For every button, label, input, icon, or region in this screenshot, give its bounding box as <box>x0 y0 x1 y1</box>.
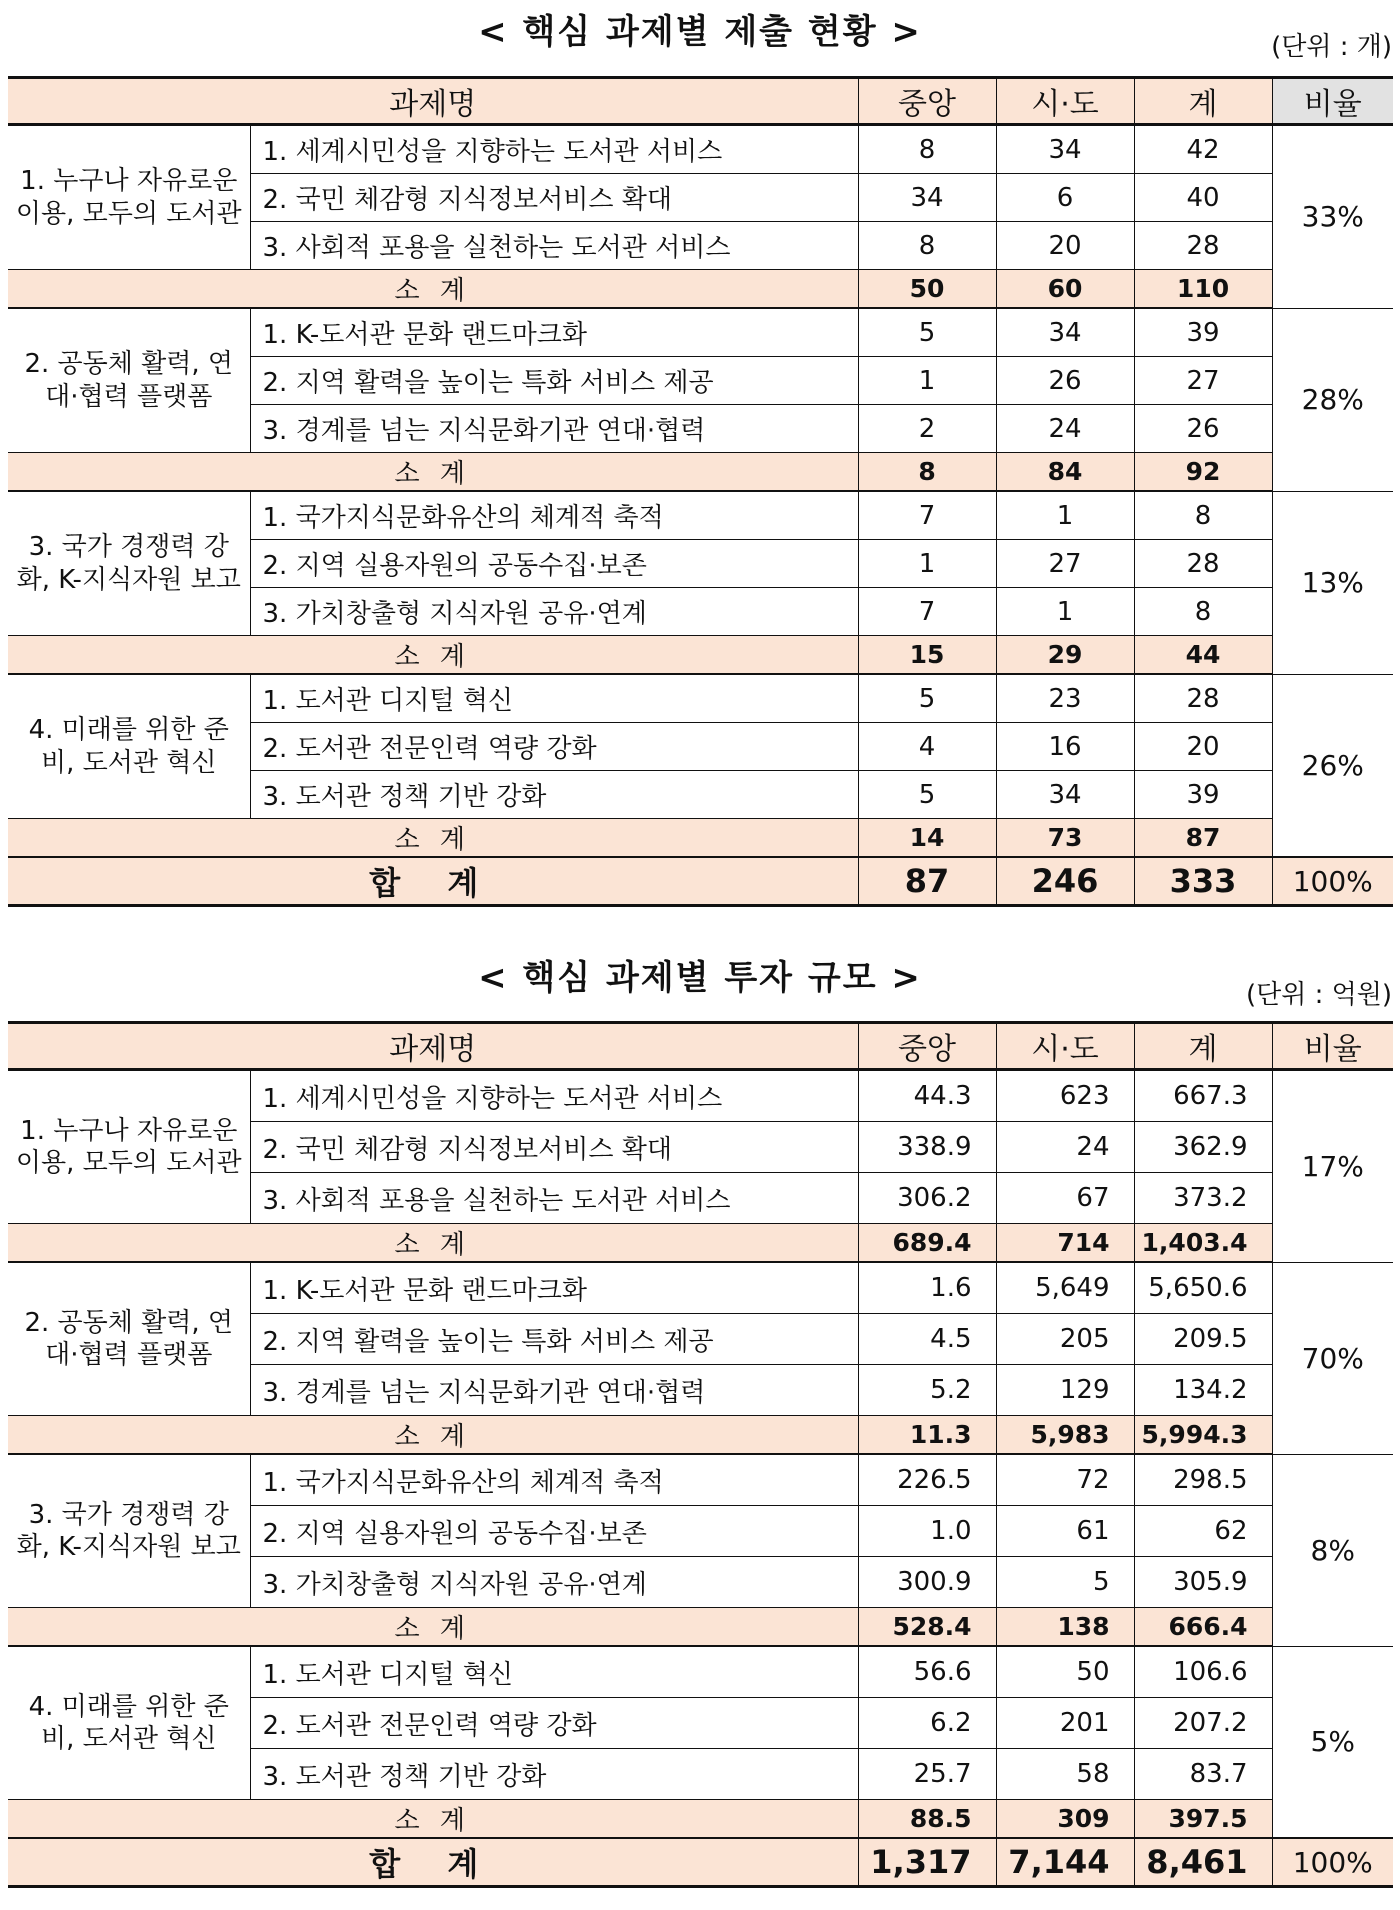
task-name: 1. 세계시민성을 지향하는 도서관 서비스 <box>250 125 858 174</box>
task-name: 3. 경계를 넘는 지식문화기관 연대·협력 <box>250 405 858 453</box>
category-cell: 3. 국가 경쟁력 강화, K-지식자원 보고 <box>8 491 250 636</box>
subtotal-total: 87 <box>1134 819 1272 858</box>
ratio-cell: 33% <box>1272 125 1393 309</box>
category-cell: 4. 미래를 위한 준비, 도서관 혁신 <box>8 1646 250 1800</box>
province-value: 72 <box>996 1454 1134 1506</box>
task-name: 3. 가치창출형 지식자원 공유·연계 <box>250 588 858 636</box>
central-value: 6.2 <box>858 1698 996 1749</box>
task-name: 2. 지역 활력을 높이는 특화 서비스 제공 <box>250 1314 858 1365</box>
header-ratio: 비율 <box>1272 78 1393 125</box>
total-value: 8 <box>1134 491 1272 540</box>
central-value: 1.0 <box>858 1506 996 1557</box>
category-cell: 1. 누구나 자유로운 이용, 모두의 도서관 <box>8 125 250 270</box>
total-value: 20 <box>1134 723 1272 771</box>
total-value: 298.5 <box>1134 1454 1272 1506</box>
subtotal-province: 29 <box>996 636 1134 675</box>
task-name: 1. 국가지식문화유산의 체계적 축적 <box>250 1454 858 1506</box>
central-value: 4.5 <box>858 1314 996 1365</box>
province-value: 129 <box>996 1365 1134 1416</box>
total-value: 28 <box>1134 674 1272 723</box>
province-value: 1 <box>996 491 1134 540</box>
subtotal-central: 14 <box>858 819 996 858</box>
submission-status-table <box>8 76 1393 907</box>
subtotal-province: 714 <box>996 1224 1134 1263</box>
province-value: 1 <box>996 588 1134 636</box>
province-value: 34 <box>996 125 1134 174</box>
task-name: 1. 국가지식문화유산의 체계적 축적 <box>250 491 858 540</box>
table1-unit: (단위 : 개) <box>1271 32 1392 62</box>
province-value: 623 <box>996 1070 1134 1122</box>
ratio-cell: 28% <box>1272 308 1393 491</box>
province-value: 58 <box>996 1749 1134 1800</box>
subtotal-label: 소 계 <box>8 453 858 492</box>
total-value: 40 <box>1134 174 1272 222</box>
total-value: 8 <box>1134 588 1272 636</box>
table-row <box>8 1262 1393 1314</box>
central-value: 5.2 <box>858 1365 996 1416</box>
province-value: 16 <box>996 723 1134 771</box>
task-name: 3. 도서관 정책 기반 강화 <box>250 771 858 819</box>
province-value: 205 <box>996 1314 1134 1365</box>
task-name: 2. 국민 체감형 지식정보서비스 확대 <box>250 174 858 222</box>
subtotal-province: 309 <box>996 1800 1134 1839</box>
central-value: 4 <box>858 723 996 771</box>
task-name: 3. 도서관 정책 기반 강화 <box>250 1749 858 1800</box>
grand-total-total: 333 <box>1134 857 1272 906</box>
central-value: 226.5 <box>858 1454 996 1506</box>
grand-total-central: 1,317 <box>858 1838 996 1887</box>
province-value: 34 <box>996 771 1134 819</box>
total-value: 305.9 <box>1134 1557 1272 1608</box>
header-task-name: 과제명 <box>8 1023 858 1070</box>
total-value: 28 <box>1134 222 1272 270</box>
header-total: 계 <box>1134 78 1272 125</box>
category-cell: 3. 국가 경쟁력 강화, K-지식자원 보고 <box>8 1454 250 1608</box>
central-value: 1 <box>858 357 996 405</box>
subtotal-total: 1,403.4 <box>1134 1224 1272 1263</box>
province-value: 50 <box>996 1646 1134 1698</box>
task-name: 2. 국민 체감형 지식정보서비스 확대 <box>250 1122 858 1173</box>
total-value: 28 <box>1134 540 1272 588</box>
province-value: 23 <box>996 674 1134 723</box>
central-value: 2 <box>858 405 996 453</box>
subtotal-province: 5,983 <box>996 1416 1134 1455</box>
table-row <box>8 125 1393 174</box>
task-name: 2. 지역 실용자원의 공동수집·보존 <box>250 1506 858 1557</box>
central-value: 56.6 <box>858 1646 996 1698</box>
header-province: 시·도 <box>996 78 1134 125</box>
subtotal-row <box>8 1608 1393 1647</box>
table2-title: < 핵심 과제별 투자 규모 > <box>478 958 922 998</box>
table-row <box>8 1646 1393 1698</box>
grand-total-ratio: 100% <box>1272 1838 1393 1887</box>
subtotal-central: 88.5 <box>858 1800 996 1839</box>
table-row <box>8 308 1393 357</box>
task-name: 3. 사회적 포용을 실천하는 도서관 서비스 <box>250 222 858 270</box>
task-name: 1. K-도서관 문화 랜드마크화 <box>250 308 858 357</box>
ratio-cell: 17% <box>1272 1070 1393 1263</box>
central-value: 338.9 <box>858 1122 996 1173</box>
subtotal-province: 84 <box>996 453 1134 492</box>
central-value: 25.7 <box>858 1749 996 1800</box>
grand-total-label: 합 계 <box>8 857 858 906</box>
table-header-row <box>8 78 1393 125</box>
task-name: 3. 사회적 포용을 실천하는 도서관 서비스 <box>250 1173 858 1224</box>
total-value: 106.6 <box>1134 1646 1272 1698</box>
category-cell: 1. 누구나 자유로운 이용, 모두의 도서관 <box>8 1070 250 1224</box>
ratio-cell: 26% <box>1272 674 1393 857</box>
subtotal-central: 8 <box>858 453 996 492</box>
category-cell: 2. 공동체 활력, 연대·협력 플랫폼 <box>8 308 250 453</box>
grand-total-label: 합 계 <box>8 1838 858 1887</box>
header-central: 중앙 <box>858 78 996 125</box>
ratio-cell: 70% <box>1272 1262 1393 1454</box>
central-value: 306.2 <box>858 1173 996 1224</box>
total-value: 26 <box>1134 405 1272 453</box>
subtotal-total: 397.5 <box>1134 1800 1272 1839</box>
central-value: 300.9 <box>858 1557 996 1608</box>
subtotal-province: 60 <box>996 270 1134 309</box>
subtotal-label: 소 계 <box>8 1608 858 1647</box>
subtotal-label: 소 계 <box>8 1416 858 1455</box>
province-value: 5 <box>996 1557 1134 1608</box>
province-value: 201 <box>996 1698 1134 1749</box>
total-value: 362.9 <box>1134 1122 1272 1173</box>
grand-total-central: 87 <box>858 857 996 906</box>
subtotal-row <box>8 636 1393 675</box>
province-value: 26 <box>996 357 1134 405</box>
total-value: 134.2 <box>1134 1365 1272 1416</box>
header-task-name: 과제명 <box>8 78 858 125</box>
subtotal-label: 소 계 <box>8 270 858 309</box>
ratio-cell: 13% <box>1272 491 1393 674</box>
investment-scale-table <box>8 1021 1393 1888</box>
central-value: 8 <box>858 125 996 174</box>
central-value: 5 <box>858 674 996 723</box>
header-total: 계 <box>1134 1023 1272 1070</box>
total-value: 667.3 <box>1134 1070 1272 1122</box>
subtotal-total: 110 <box>1134 270 1272 309</box>
central-value: 5 <box>858 308 996 357</box>
subtotal-total: 92 <box>1134 453 1272 492</box>
subtotal-total: 666.4 <box>1134 1608 1272 1647</box>
task-name: 1. 도서관 디지털 혁신 <box>250 674 858 723</box>
grand-total-row <box>8 857 1393 906</box>
subtotal-row <box>8 1416 1393 1455</box>
subtotal-central: 15 <box>858 636 996 675</box>
central-value: 7 <box>858 588 996 636</box>
category-cell: 2. 공동체 활력, 연대·협력 플랫폼 <box>8 1262 250 1416</box>
total-value: 27 <box>1134 357 1272 405</box>
header-province: 시·도 <box>996 1023 1134 1070</box>
subtotal-label: 소 계 <box>8 1224 858 1263</box>
subtotal-row <box>8 819 1393 858</box>
total-value: 373.2 <box>1134 1173 1272 1224</box>
central-value: 7 <box>858 491 996 540</box>
province-value: 20 <box>996 222 1134 270</box>
task-name: 3. 경계를 넘는 지식문화기관 연대·협력 <box>250 1365 858 1416</box>
total-value: 83.7 <box>1134 1749 1272 1800</box>
total-value: 62 <box>1134 1506 1272 1557</box>
subtotal-label: 소 계 <box>8 819 858 858</box>
subtotal-province: 73 <box>996 819 1134 858</box>
subtotal-row <box>8 270 1393 309</box>
grand-total-province: 7,144 <box>996 1838 1134 1887</box>
table-row <box>8 674 1393 723</box>
central-value: 1 <box>858 540 996 588</box>
subtotal-row <box>8 1224 1393 1263</box>
central-value: 1.6 <box>858 1262 996 1314</box>
task-name: 2. 도서관 전문인력 역량 강화 <box>250 723 858 771</box>
total-value: 39 <box>1134 771 1272 819</box>
province-value: 24 <box>996 405 1134 453</box>
subtotal-label: 소 계 <box>8 636 858 675</box>
ratio-cell: 8% <box>1272 1454 1393 1646</box>
subtotal-province: 138 <box>996 1608 1134 1647</box>
table-row <box>8 1070 1393 1122</box>
task-name: 1. K-도서관 문화 랜드마크화 <box>250 1262 858 1314</box>
task-name: 2. 도서관 전문인력 역량 강화 <box>250 1698 858 1749</box>
table1-title: < 핵심 과제별 제출 현황 > <box>478 12 922 52</box>
header-ratio: 비율 <box>1272 1023 1393 1070</box>
grand-total-ratio: 100% <box>1272 857 1393 906</box>
province-value: 6 <box>996 174 1134 222</box>
subtotal-row <box>8 1800 1393 1839</box>
subtotal-central: 50 <box>858 270 996 309</box>
grand-total-total: 8,461 <box>1134 1838 1272 1887</box>
table2-unit: (단위 : 억원) <box>1245 980 1392 1010</box>
table-row <box>8 1454 1393 1506</box>
central-value: 8 <box>858 222 996 270</box>
category-cell: 4. 미래를 위한 준비, 도서관 혁신 <box>8 674 250 819</box>
grand-total-province: 246 <box>996 857 1134 906</box>
total-value: 39 <box>1134 308 1272 357</box>
grand-total-row <box>8 1838 1393 1887</box>
subtotal-label: 소 계 <box>8 1800 858 1839</box>
subtotal-central: 11.3 <box>858 1416 996 1455</box>
province-value: 27 <box>996 540 1134 588</box>
total-value: 207.2 <box>1134 1698 1272 1749</box>
task-name: 2. 지역 활력을 높이는 특화 서비스 제공 <box>250 357 858 405</box>
header-central: 중앙 <box>858 1023 996 1070</box>
total-value: 209.5 <box>1134 1314 1272 1365</box>
province-value: 67 <box>996 1173 1134 1224</box>
province-value: 61 <box>996 1506 1134 1557</box>
central-value: 34 <box>858 174 996 222</box>
table-header-row <box>8 1023 1393 1070</box>
ratio-cell: 5% <box>1272 1646 1393 1838</box>
total-value: 42 <box>1134 125 1272 174</box>
subtotal-central: 689.4 <box>858 1224 996 1263</box>
task-name: 3. 가치창출형 지식자원 공유·연계 <box>250 1557 858 1608</box>
table-row <box>8 491 1393 540</box>
subtotal-total: 5,994.3 <box>1134 1416 1272 1455</box>
subtotal-row <box>8 453 1393 492</box>
task-name: 1. 세계시민성을 지향하는 도서관 서비스 <box>250 1070 858 1122</box>
subtotal-total: 44 <box>1134 636 1272 675</box>
province-value: 34 <box>996 308 1134 357</box>
central-value: 44.3 <box>858 1070 996 1122</box>
province-value: 24 <box>996 1122 1134 1173</box>
subtotal-central: 528.4 <box>858 1608 996 1647</box>
task-name: 2. 지역 실용자원의 공동수집·보존 <box>250 540 858 588</box>
total-value: 5,650.6 <box>1134 1262 1272 1314</box>
central-value: 5 <box>858 771 996 819</box>
task-name: 1. 도서관 디지털 혁신 <box>250 1646 858 1698</box>
province-value: 5,649 <box>996 1262 1134 1314</box>
